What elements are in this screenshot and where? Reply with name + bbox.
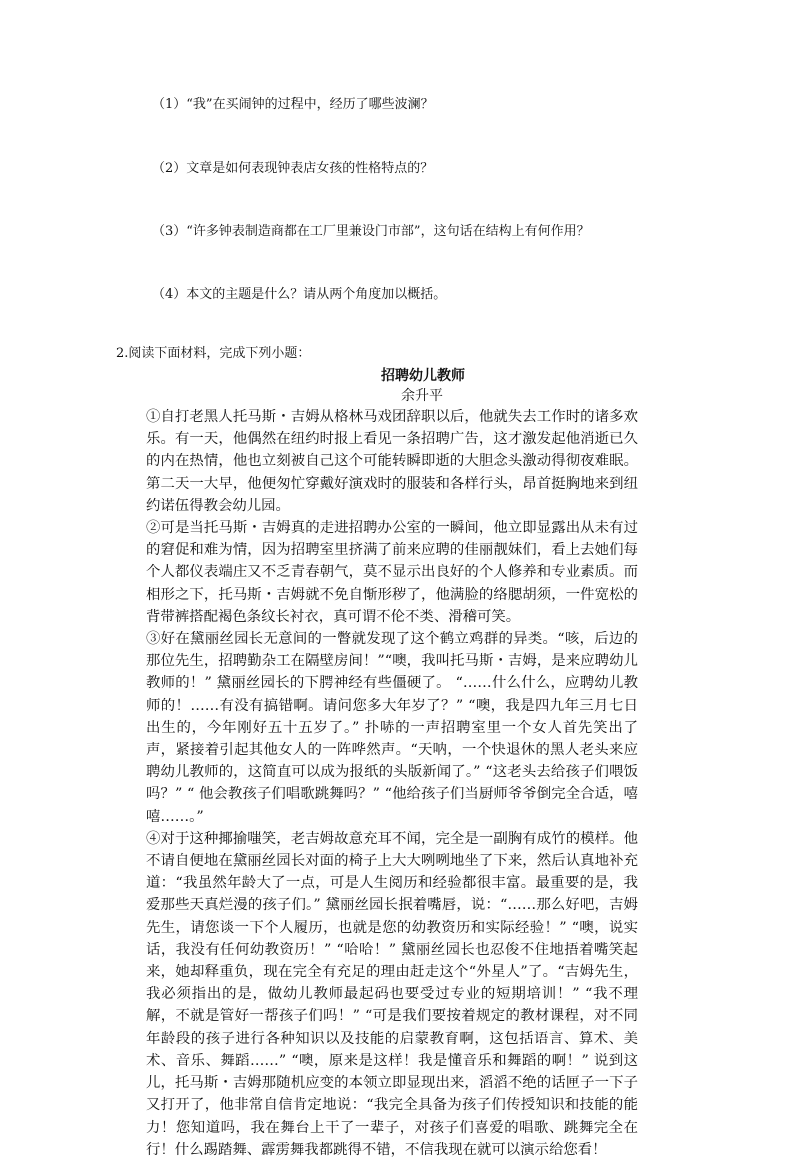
paragraph-1: ①自打老黑人托马斯・吉姆从格林马戏团辞职以后，他就失去工作时的诸多欢乐。有一天，他偶然在纽约时报上看见一条招聘广告，这才激发起他消逝已久的内在热情，他也立刻被自己这个可能转瞬即逝的大胆念头激动得彻夜难眠。第二天一大早，他便匆忙穿戴好演戏时的服装和各样行头，昂首挺胸地来到纽约诺伍得教会幼儿园。 xyxy=(146,409,638,514)
paragraph-2: ②可是当托马斯・吉姆真的走进招聘办公室的一瞬间，他立即显露出从未有过的窘促和难为情，因为招聘室里挤满了前来应聘的佳丽靓妹们，看上去她们每个人都仪表端庄又不乏青春朝气，莫不显示出良好的个人修养和专业素质。而相形之下，托马斯・吉姆就不免自惭形秽了，他满脸的络腮胡须，一件宽松的背带裤搭配褐色条纹长衬衣，真可谓不伦不类、滑稽可笑。 xyxy=(146,520,638,625)
question-1: （1）“我”在买闹钟的过程中，经历了哪些波澜？ xyxy=(152,97,434,112)
article-author: 余升平 xyxy=(401,388,443,404)
paragraph-4: ④对于这种揶揄嗤笑，老吉姆故意充耳不闻，完全是一副胸有成竹的模样。他不请自便地在黛丽丝园长对面的椅子上大大咧咧地坐了下来，然后认真地补充道：“我虽然年龄大了一点，可是人生阅历和经验都很丰富。最重要的是，我爱那些天真烂漫的孩子们。” 黛丽丝园长抿着嘴唇，说：“……那么好吧，吉姆先生，请您谈一下个人履历，也就是您的幼教资历和实际经验！” “噢，说实话，我没有任何幼教资历！” “哈哈！” 黛丽丝园长也忍俊不住地捂着嘴笑起来，她却释重负，现在完全有充足的理由赶走这个“外星人”了。“吉姆先生，我必须指出的是，做幼儿教师最起码也要受过专业的短期培训！” “我不理解，不就是管好一帮孩子们吗！” “可是我们要按着规定的教材课程，对不同年龄段的孩子进行各种知识以及技能的启蒙教育啊，这包括语言、算术、美术、音乐、舞蹈……” “噢，原来是这样！我是懂音乐和舞蹈的啊！” 说到这儿，托马斯・吉姆那随机应变的本领立即显现出来，滔滔不绝的话匣子一下子又打开了，他非常自信肯定地说：“我完全具备为孩子们传授知识和技能的能力！您知道吗，我在舞台上干了一辈子，对孩子们喜爱的唱歌、跳舞完全在行！什么踢踏舞、霹雳舞我都跳得不错，不信我现在就可以演示给您看！ xyxy=(146,830,638,1158)
question-2: （2）文章是如何表现钟表店女孩的性格特点的？ xyxy=(152,161,434,176)
question-4: （4）本文的主题是什么？请从两个角度加以概括。 xyxy=(152,287,447,302)
article-title: 招聘幼儿教师 xyxy=(381,368,465,384)
article-body xyxy=(146,406,638,1161)
section-heading: 2.阅读下面材料，完成下列小题： xyxy=(116,346,311,361)
question-3: （3）“许多钟表制造商都在工厂里兼设门市部”，这句话在结构上有何作用？ xyxy=(152,224,590,239)
paragraph-3: ③好在黛丽丝园长无意间的一瞥就发现了这个鹤立鸡群的异类。“咳，后边的那位先生，招聘勤杂工在隔壁房间！”“噢，我叫托马斯・吉姆，是来应聘幼儿教师的！” 黛丽丝园长的下腭神经有些僵硬了。 “……什么什么，应聘幼儿教师的！……有没有搞错啊。请问您多大年岁了？” “噢，我是四九年三月七日出生的，今年刚好五十五岁了。” 扑哧的一声招聘室里一个女人首先笑出了声，紧接着引起其他女人的一阵哗然声。“天呐，一个快退休的黑人老头来应聘幼儿教师的，这简直可以成为报纸的头版新闻了。” “这老头去给孩子们喂饭吗？” “ 他会教孩子们唱歌跳舞吗？” “他给孩子们当厨师爷爷倒完全合适，嘻嘻……。” xyxy=(146,631,638,825)
